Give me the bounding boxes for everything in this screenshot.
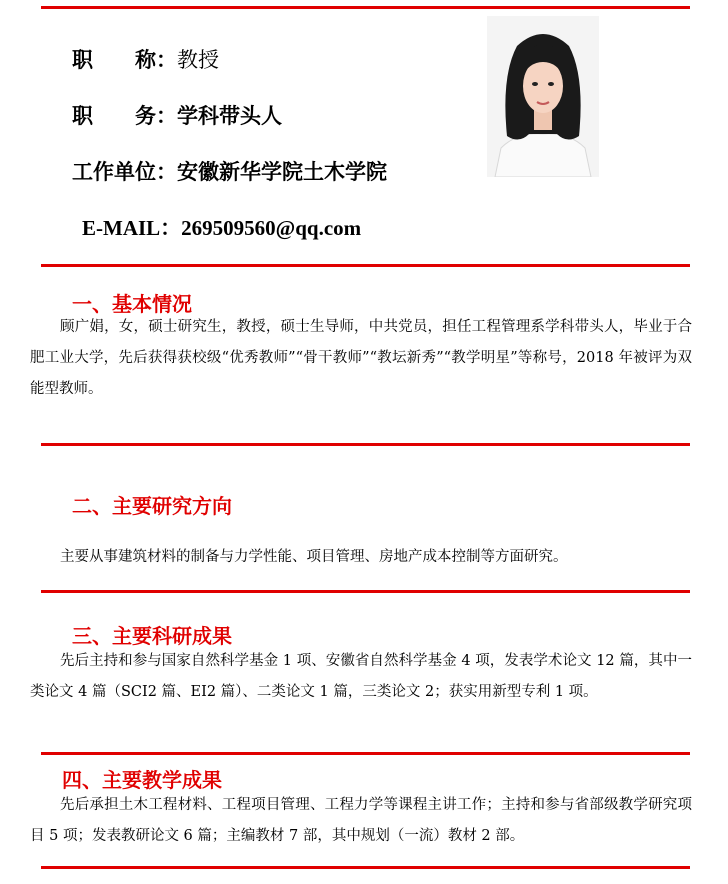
- divider-top: [41, 6, 690, 9]
- section-title-teaching: 四、主要教学成果: [62, 768, 222, 792]
- section-text-achievements: 先后主持和参与国家自然科学基金 1 项、安徽省自然科学基金 4 项，发表学术论文 12 篇，其中一类论文 4 篇（SCI2 篇、EI2 篇）、二类论文 1 篇，三类论文 2；获实用新型专利 1 项。: [30, 653, 692, 700]
- section-text-teaching: 先后承担土木工程材料、工程项目管理、工程力学等课程主讲工作；主持和参与省部级教学研究项目 5 项；发表教研论文 6 篇；主编教材 7 部，其中规划（一流）教材 2 部。: [30, 797, 692, 844]
- section-text-research: 主要从事建筑材料的制备与力学性能、项目管理、房地产成本控制等方面研究。: [60, 549, 568, 565]
- divider-3: [41, 590, 690, 593]
- divider-2: [41, 443, 690, 446]
- section-title-research: 二、主要研究方向: [72, 494, 232, 518]
- email-label: E-MAIL：: [82, 216, 182, 240]
- section-title-achievements: 三、主要科研成果: [72, 624, 232, 648]
- section-text-basic: 顾广娟，女，硕士研究生，教授，硕士生导师，中共党员，担任工程管理系学科带头人，毕业于合肥工业大学，先后获得获校级“优秀教师”“骨干教师”“教坛新秀”“教学明星”等称号，2018 年被评为双能型教师。: [30, 319, 692, 397]
- divider-1: [41, 264, 690, 267]
- position-value: 学科带头人: [177, 103, 282, 128]
- profile-unit-row: [72, 156, 387, 186]
- email-value: 269509560@qq.com: [181, 216, 362, 240]
- unit-value: 安徽新华学院土木学院: [177, 159, 387, 184]
- profile-email-row: [82, 212, 361, 242]
- profile-position-row: [72, 100, 282, 130]
- title-label: 职 称：: [72, 47, 177, 72]
- divider-4: [41, 752, 690, 755]
- divider-bottom: [41, 866, 690, 869]
- portrait-photo: [487, 16, 599, 177]
- title-value: 教授: [177, 48, 219, 72]
- section-title-basic: 一、基本情况: [72, 292, 192, 316]
- profile-title-row: [72, 44, 219, 74]
- position-label: 职 务：: [72, 103, 177, 128]
- unit-label: 工作单位：: [72, 159, 177, 184]
